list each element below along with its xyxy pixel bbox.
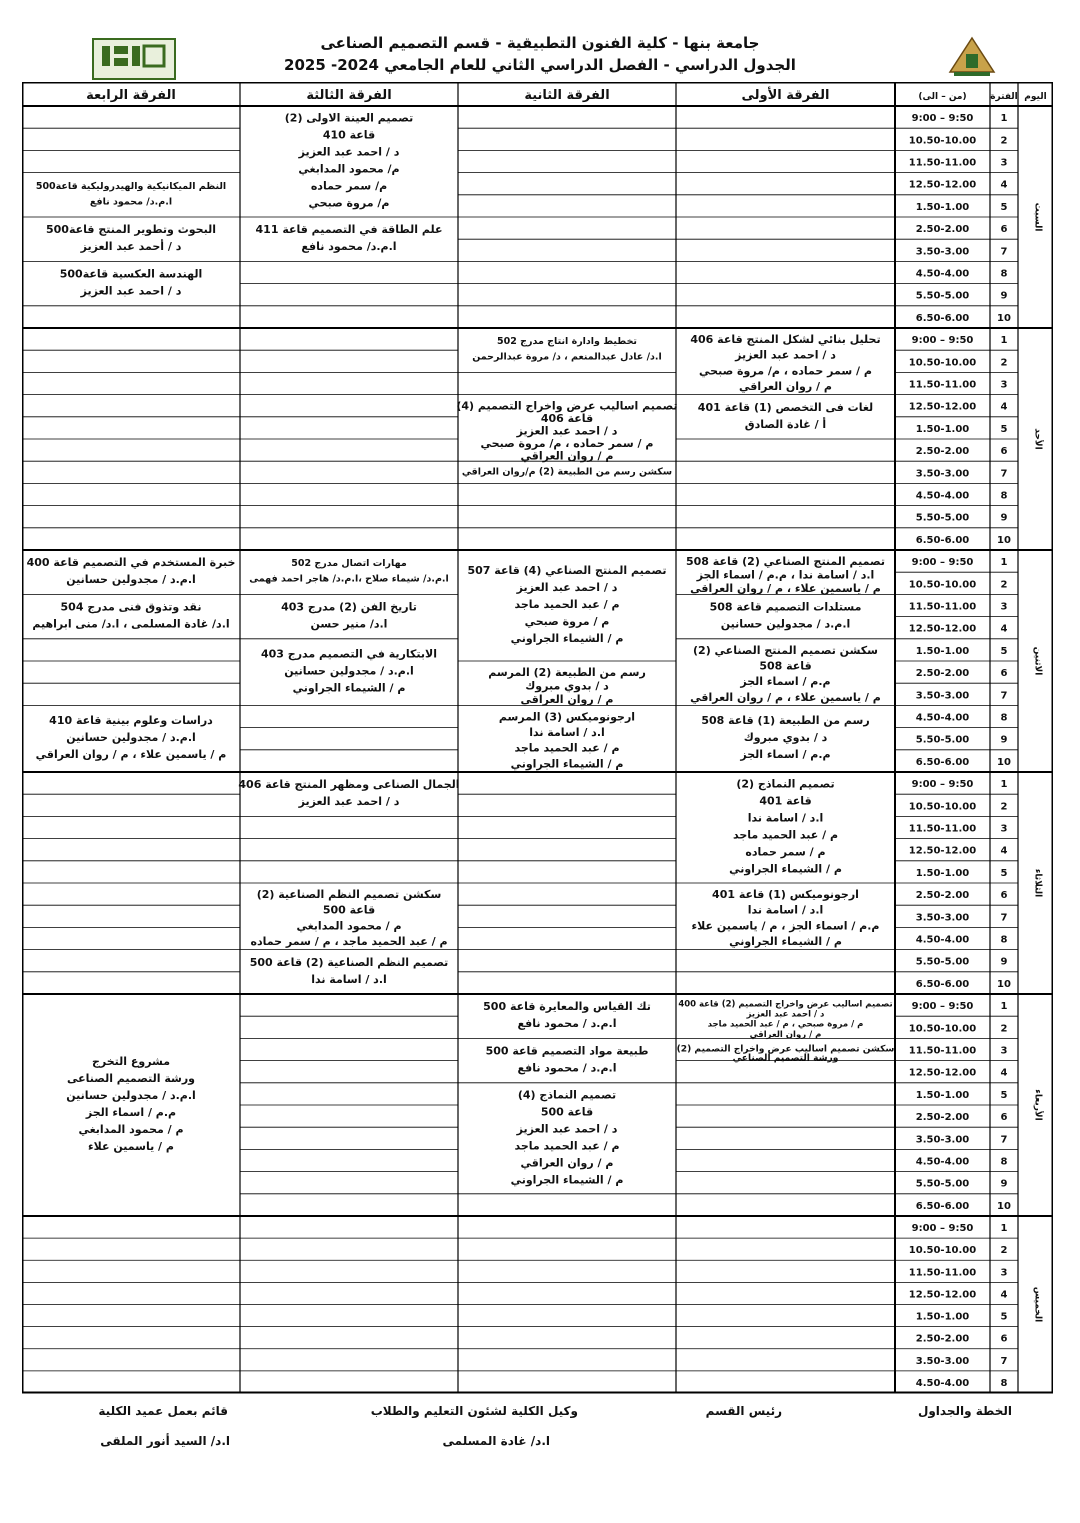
course-detail: م / الشيماء الجراوني (729, 934, 842, 948)
period-number: 5 (1000, 867, 1008, 879)
course-detail: م/ مروة صبحي (308, 196, 390, 210)
course-detail: ا.د / اسامة ندا (747, 811, 824, 825)
time-slot: 9:50 – 9:00 (911, 779, 974, 791)
course-detail: م/ محمود المدابغي (298, 162, 400, 176)
time-slot: 6.50-6.00 (915, 756, 970, 768)
time-slot: 2.50-2.00 (915, 890, 970, 902)
course-detail: د / احمد عبد العزيز (746, 1009, 825, 1020)
period-number: 4 (1000, 1289, 1008, 1301)
course-detail: م / روان العراقي (739, 379, 832, 393)
header-day: اليوم (1024, 92, 1047, 102)
course-detail: م / سمر حماده (745, 845, 826, 859)
time-slot: 2.50-2.00 (915, 1112, 970, 1124)
course-title: دراسات وعلوم بينية قاعة 410 (49, 714, 213, 728)
course-detail: ورشة التصميم الصناعى (66, 1072, 196, 1085)
course-detail: ا.د/ غادة المسلمى ، ا.د/ منى ابراهيم (32, 617, 230, 631)
time-slot: 5.50-5.00 (915, 290, 970, 302)
course-title: تحليل بنائي لشكل المنتج قاعة 406 (690, 333, 881, 346)
time-slot: 1.50-1.00 (915, 201, 970, 213)
time-slot: 4.50-4.00 (915, 1377, 970, 1389)
period-number: 7 (1000, 1355, 1008, 1367)
time-slot: 9:50 – 9:00 (911, 1001, 974, 1013)
footer-plan: الخطة والجداول (917, 1404, 1012, 1418)
course-detail: ا.د / اسامة ندا (747, 903, 824, 917)
course-detail: قاعة 406 (540, 412, 594, 426)
time-slot: 1.50-1.00 (915, 645, 970, 657)
course-detail: م / مروة صبحي ، م / عبد الحميد ماجد (707, 1019, 864, 1030)
period-number: 4 (1000, 401, 1008, 413)
time-slot: 10.50-10.00 (908, 801, 977, 813)
period-number: 10 (997, 978, 1011, 990)
header-schedule-title: الجدول الدراسي - الفصل الدراسي الثاني للعام الجامعي 2024- 2025 (284, 56, 796, 74)
course-title: سكشن تصميم النظم الصناعية (2) (256, 888, 442, 901)
page-header (0, 0, 1080, 82)
time-slot: 5.50-5.00 (915, 1178, 970, 1190)
course-title: سكشن تصميم المنتج الصناعي (2) (693, 643, 878, 657)
course-detail: قاعة 500 (540, 1105, 594, 1119)
course-title: ارجونوميكس (3) المرسم (498, 710, 636, 724)
time-slot: 9:50 – 9:00 (911, 557, 974, 569)
course-detail: أ / غادة الصادق (744, 417, 827, 431)
time-slot: 11.50-11.00 (908, 379, 977, 391)
course-title: تصميم اساليب عرض واخراج التصميم (2) قاعة 400 (678, 999, 893, 1010)
course-detail: د / أحمد عبد العزيز (80, 240, 182, 254)
course-title: مهارات اتصال مدرج 502 (291, 558, 407, 570)
course-title: لغات فى التخصص (1) قاعة 401 (697, 400, 874, 414)
period-number: 5 (1000, 645, 1008, 657)
time-slot: 9:50 – 9:00 (911, 335, 974, 347)
time-slot: 1.50-1.00 (915, 1089, 970, 1101)
course-detail: م / محمود المدابغي (78, 1123, 184, 1136)
period-number: 1 (1000, 1223, 1008, 1235)
course-detail: م / سمر حماده ، م/ مروة صبحي (699, 364, 872, 378)
course-detail: ا.م.د / مجدولين حسانين (66, 1089, 196, 1102)
period-number: 3 (1000, 157, 1008, 169)
course-detail: م / مروة صبحي (524, 615, 610, 628)
period-number: 8 (1000, 934, 1008, 946)
period-number: 4 (1000, 1067, 1008, 1079)
period-number: 10 (997, 534, 1011, 546)
course-title: تك القياس والمعايرة قاعة 500 (483, 1000, 651, 1014)
period-number: 6 (1000, 1112, 1008, 1124)
course-title: سكشن رسم من الطبيعة (2) م/روان العراقي (461, 466, 673, 478)
period-number: 7 (1000, 912, 1008, 924)
course-detail: م / الشيماء الجراوني (510, 757, 624, 771)
header-year1: الفرقة الأولى (741, 88, 830, 103)
course-detail: م / عبد الحميد ماجد (732, 828, 839, 842)
course-detail: م / ياسمين علاء (88, 1140, 174, 1153)
course-title: الابتكارية في التصميم مدرج 403 (260, 647, 438, 661)
period-number: 3 (1000, 601, 1008, 613)
course-detail: م / عبد الحميد ماجد ، م / سمر حماده (250, 934, 448, 948)
time-slot: 9:50 – 9:00 (911, 113, 974, 125)
header-time: (من – الى) (918, 92, 967, 102)
course-detail: د / بدوي مبروك (743, 731, 828, 745)
footer-dean-name: ا.د/ السيد أنور الملقى (100, 1434, 230, 1448)
period-number: 9 (1000, 734, 1008, 746)
time-slot: 6.50-6.00 (915, 1200, 970, 1212)
header-university-line: جامعة بنها - كلية الفنون التطبيقية - قسم التصميم الصناعى (320, 34, 760, 52)
course-detail: ا.م.د / مجدولين حسانين (66, 573, 196, 587)
period-number: 4 (1000, 179, 1008, 191)
course-title: تصميم المنتج الصناعي (4) قاعة 507 (467, 564, 667, 577)
course-detail: م / الشيماء الجراوني (510, 632, 624, 645)
course-title: تصميم النماذج (2) (736, 777, 835, 791)
course-detail: د / احمد عبد العزيز (80, 284, 182, 298)
period-number: 8 (1000, 490, 1008, 502)
course-detail: قاعة 410 (322, 128, 376, 142)
course-detail: م / ياسمين علاء ، م / روان العراقي (690, 581, 881, 595)
course-detail: د / احمد عبد العزيز (298, 145, 400, 159)
course-detail: ا.م.د / محمود نافع (517, 1061, 617, 1075)
period-number: 5 (1000, 1311, 1008, 1323)
period-number: 3 (1000, 1045, 1008, 1057)
period-number: 6 (1000, 668, 1008, 680)
course-title: رسم من الطبيعة (2) المرسم (488, 666, 646, 679)
period-number: 6 (1000, 446, 1008, 458)
course-title: البحوث وتطوير المنتج قاعة500 (46, 223, 216, 237)
time-slot: 5.50-5.00 (915, 956, 970, 968)
time-slot: 2.50-2.00 (915, 668, 970, 680)
period-number: 5 (1000, 1089, 1008, 1101)
course-detail: م / ياسمين علاء ، م / روان العراقي (35, 748, 227, 762)
course-detail: قاعة 500 (322, 903, 376, 917)
course-detail: م / روان العراقي (520, 692, 614, 706)
header-year4: الفرقة الرابعة (86, 88, 176, 103)
time-slot: 6.50-6.00 (915, 534, 970, 546)
course-detail: م / الشيماء الجراوني (510, 1173, 624, 1187)
course-detail: ا.د / اسامة ندا ، م.م / اسماء الجز (696, 568, 875, 582)
time-slot: 11.50-11.00 (908, 1267, 977, 1279)
period-number: 1 (1000, 113, 1008, 125)
period-number: 4 (1000, 623, 1008, 635)
time-slot: 3.50-3.00 (915, 1134, 970, 1146)
period-number: 10 (997, 756, 1011, 768)
timetable (22, 82, 1053, 1399)
period-number: 8 (1000, 712, 1008, 724)
time-slot: 4.50-4.00 (915, 712, 970, 724)
course-detail: قاعة 401 (759, 794, 812, 808)
course-detail: ا.م.د / مجدولين حسانين (284, 664, 414, 678)
course-detail: ا.د/ عادل عبدالمنعم ، د/ مروة عبدالرحمن (472, 351, 662, 363)
period-number: 2 (1000, 579, 1008, 591)
course-detail: م / الشيماء الجراوني (292, 681, 406, 695)
course-detail: م / ياسمين علاء ، م / روان العراقي (690, 690, 881, 704)
header-year3: الفرقة الثالثة (306, 88, 392, 103)
time-slot: 10.50-10.00 (908, 135, 977, 147)
course-title: النظم الميكانيكية والهيدروليكية قاعة500 (35, 180, 227, 192)
course-title: خبرة المستخدم في التصميم قاعة 400 (26, 556, 236, 570)
course-title: مشروع التخرج (91, 1055, 171, 1068)
period-number: 5 (1000, 201, 1008, 213)
period-number: 6 (1000, 890, 1008, 902)
period-number: 9 (1000, 512, 1008, 524)
time-slot: 11.50-11.00 (908, 601, 977, 613)
course-title: تصميم النظم الصناعية (2) قاعة 500 (249, 955, 449, 969)
day-label: الأربعاء (1032, 1089, 1043, 1121)
course-detail: ا.م.د/ محمود نافع (89, 196, 173, 208)
time-slot: 12.50-12.00 (908, 1289, 977, 1301)
period-number: 8 (1000, 268, 1008, 280)
course-detail: د / احمد عبد العزيز (298, 795, 400, 809)
period-number: 2 (1000, 1245, 1008, 1257)
period-number: 2 (1000, 135, 1008, 147)
footer-dean: قائم بعمل عميد الكلية (98, 1404, 228, 1418)
time-slot: 12.50-12.00 (908, 845, 977, 857)
course-detail: د / احمد عبد العزيز (735, 348, 836, 362)
course-detail: م / روان العراقي (749, 1029, 822, 1040)
period-number: 8 (1000, 1377, 1008, 1389)
course-detail: د / بدوي مبروك (525, 679, 609, 693)
time-slot: 2.50-2.00 (915, 1333, 970, 1345)
period-number: 7 (1000, 468, 1008, 480)
footer-department-head: رئيس القسم (705, 1404, 782, 1418)
course-detail: د / احمد عبد العزيز (516, 1122, 618, 1136)
time-slot: 2.50-2.00 (915, 224, 970, 236)
time-slot: 12.50-12.00 (908, 179, 977, 191)
period-number: 4 (1000, 845, 1008, 857)
course-detail: ا.د / اسامة ندا (529, 726, 605, 740)
period-number: 2 (1000, 357, 1008, 369)
course-detail: ا.م.د / مجدولين حسانين (66, 731, 196, 745)
course-detail: م / محمود المدابغي (296, 919, 402, 933)
period-number: 10 (997, 1200, 1011, 1212)
day-label: الاثنين (1032, 646, 1043, 676)
time-slot: 5.50-5.00 (915, 512, 970, 524)
day-label: الخميس (1032, 1286, 1043, 1323)
time-slot: 4.50-4.00 (915, 1156, 970, 1168)
course-detail: م.م / اسماء الجز ، م / ياسمين علاء (691, 919, 880, 933)
course-title: تصميم المنتج الصناعي (2) قاعة 508 (685, 555, 886, 568)
time-slot: 9:50 – 9:00 (911, 1223, 974, 1235)
period-number: 7 (1000, 246, 1008, 258)
period-number: 1 (1000, 779, 1008, 791)
time-slot: 6.50-6.00 (915, 312, 970, 324)
course-title: تصميم العينة الاولى (2) (284, 111, 414, 125)
time-slot: 10.50-10.00 (908, 579, 977, 591)
course-detail: م / سمر حماده ، م/ مروة صبحي (480, 437, 654, 451)
time-slot: 1.50-1.00 (915, 867, 970, 879)
time-slot: 6.50-6.00 (915, 978, 970, 990)
footer-vice-dean: وكيل الكلية لشئون التعليم والطلاب (370, 1404, 578, 1418)
time-slot: 12.50-12.00 (908, 623, 977, 635)
period-number: 2 (1000, 801, 1008, 813)
header-period: الفترة (990, 92, 1018, 102)
course-detail: ا.م.د/ محمود نافع (301, 240, 397, 254)
time-slot: 12.50-12.00 (908, 1067, 977, 1079)
course-title: تاريخ الفن (2) مدرج 403 (281, 600, 417, 614)
time-slot: 4.50-4.00 (915, 934, 970, 946)
time-slot: 11.50-11.00 (908, 823, 977, 835)
course-detail: د / احمد عبد العزيز (516, 581, 618, 594)
course-title: تصميم اساليب عرض واخراج التصميم (4) (456, 399, 678, 413)
course-detail: م.م / اسماء الجز (85, 1106, 177, 1119)
period-number: 9 (1000, 290, 1008, 302)
course-title: تصميم النماذج (4) (517, 1088, 617, 1102)
course-detail: ا.د/ منير حسن (310, 617, 388, 631)
period-number: 1 (1000, 1001, 1008, 1013)
period-number: 3 (1000, 823, 1008, 835)
period-number: 1 (1000, 335, 1008, 347)
course-title: نقد وتذوق فنى مدرج 504 (60, 600, 202, 614)
course-detail: م / عبد الحميد ماجد (514, 741, 620, 755)
course-detail: م / روان العراقي (520, 449, 614, 463)
period-number: 9 (1000, 1178, 1008, 1190)
time-slot: 10.50-10.00 (908, 1023, 977, 1035)
course-detail: ورشة التصميم الصناعي (732, 1053, 839, 1064)
period-number: 6 (1000, 224, 1008, 236)
course-title: طبيعة مواد التصميم قاعة 500 (485, 1044, 649, 1058)
time-slot: 3.50-3.00 (915, 468, 970, 480)
course-detail: ا.م.د/ شيماء صلاح ،ا.م.د/ هاجر احمد فهمى (249, 573, 449, 585)
course-title: الهندسة العكسية قاعة500 (59, 267, 203, 281)
course-detail: م / الشيماء الجراوني (729, 862, 842, 876)
period-number: 6 (1000, 1333, 1008, 1345)
course-detail: د / احمد عبد العزيز (516, 424, 618, 438)
course-detail: ا.م.د / محمود نافع (517, 1017, 617, 1031)
period-number: 1 (1000, 557, 1008, 569)
time-slot: 11.50-11.00 (908, 157, 977, 169)
course-title: الجمال الصناعى ومظهر المنتج قاعة 406 (238, 778, 460, 792)
course-title: تخطيط وادارة انتاج مدرج 502 (497, 336, 637, 348)
course-title: سكشن تصميم اساليب عرض واخراج التصميم (2) (676, 1044, 895, 1055)
time-slot: 1.50-1.00 (915, 1311, 970, 1323)
time-slot: 4.50-4.00 (915, 490, 970, 502)
period-number: 9 (1000, 956, 1008, 968)
header-year2: الفرقة الثانية (524, 88, 610, 103)
time-slot: 4.50-4.00 (915, 268, 970, 280)
day-label: السبت (1032, 202, 1043, 232)
time-slot: 3.50-3.00 (915, 1355, 970, 1367)
time-slot: 12.50-12.00 (908, 401, 977, 413)
time-slot: 3.50-3.00 (915, 690, 970, 702)
period-number: 5 (1000, 423, 1008, 435)
course-title: مستلدات التصميم قاعة 508 (709, 600, 862, 614)
period-number: 7 (1000, 1134, 1008, 1146)
time-slot: 11.50-11.00 (908, 1045, 977, 1057)
time-slot: 5.50-5.00 (915, 734, 970, 746)
period-number: 10 (997, 312, 1011, 324)
time-slot: 2.50-2.00 (915, 446, 970, 458)
course-detail: م.م / اسماء الجز (740, 748, 831, 762)
course-detail: ا.د / اسامة ندا (311, 972, 387, 986)
time-slot: 3.50-3.00 (915, 246, 970, 258)
course-detail: ا.م.د / مجدولين حسانين (720, 617, 851, 631)
time-slot: 1.50-1.00 (915, 423, 970, 435)
course-detail: م / عبد الحميد ماجد (514, 1139, 620, 1153)
time-slot: 3.50-3.00 (915, 912, 970, 924)
period-number: 8 (1000, 1156, 1008, 1168)
time-slot: 10.50-10.00 (908, 357, 977, 369)
course-title: رسم من الطبيعة (1) قاعة 508 (701, 714, 870, 728)
course-detail: م.م / اسماء الجز (740, 675, 831, 689)
time-slot: 10.50-10.00 (908, 1245, 977, 1257)
day-label: الثلاثاء (1032, 868, 1043, 898)
period-number: 3 (1000, 1267, 1008, 1279)
course-detail: م / روان العراقي (520, 1156, 614, 1170)
day-label: الأحد (1032, 428, 1043, 450)
period-number: 7 (1000, 690, 1008, 702)
course-detail: م/ سمر حماده (310, 179, 388, 193)
period-number: 3 (1000, 379, 1008, 391)
course-title: علم الطاقة في التصميم قاعة 411 (255, 223, 443, 237)
course-detail: قاعة 508 (759, 659, 812, 673)
footer-vice-dean-name: ا.د/ غادة المسلمى (442, 1434, 550, 1448)
period-number: 2 (1000, 1023, 1008, 1035)
course-title: ارجونوميكس (1) قاعة 401 (712, 888, 859, 901)
course-detail: م / عبد الحميد ماجد (514, 598, 620, 611)
